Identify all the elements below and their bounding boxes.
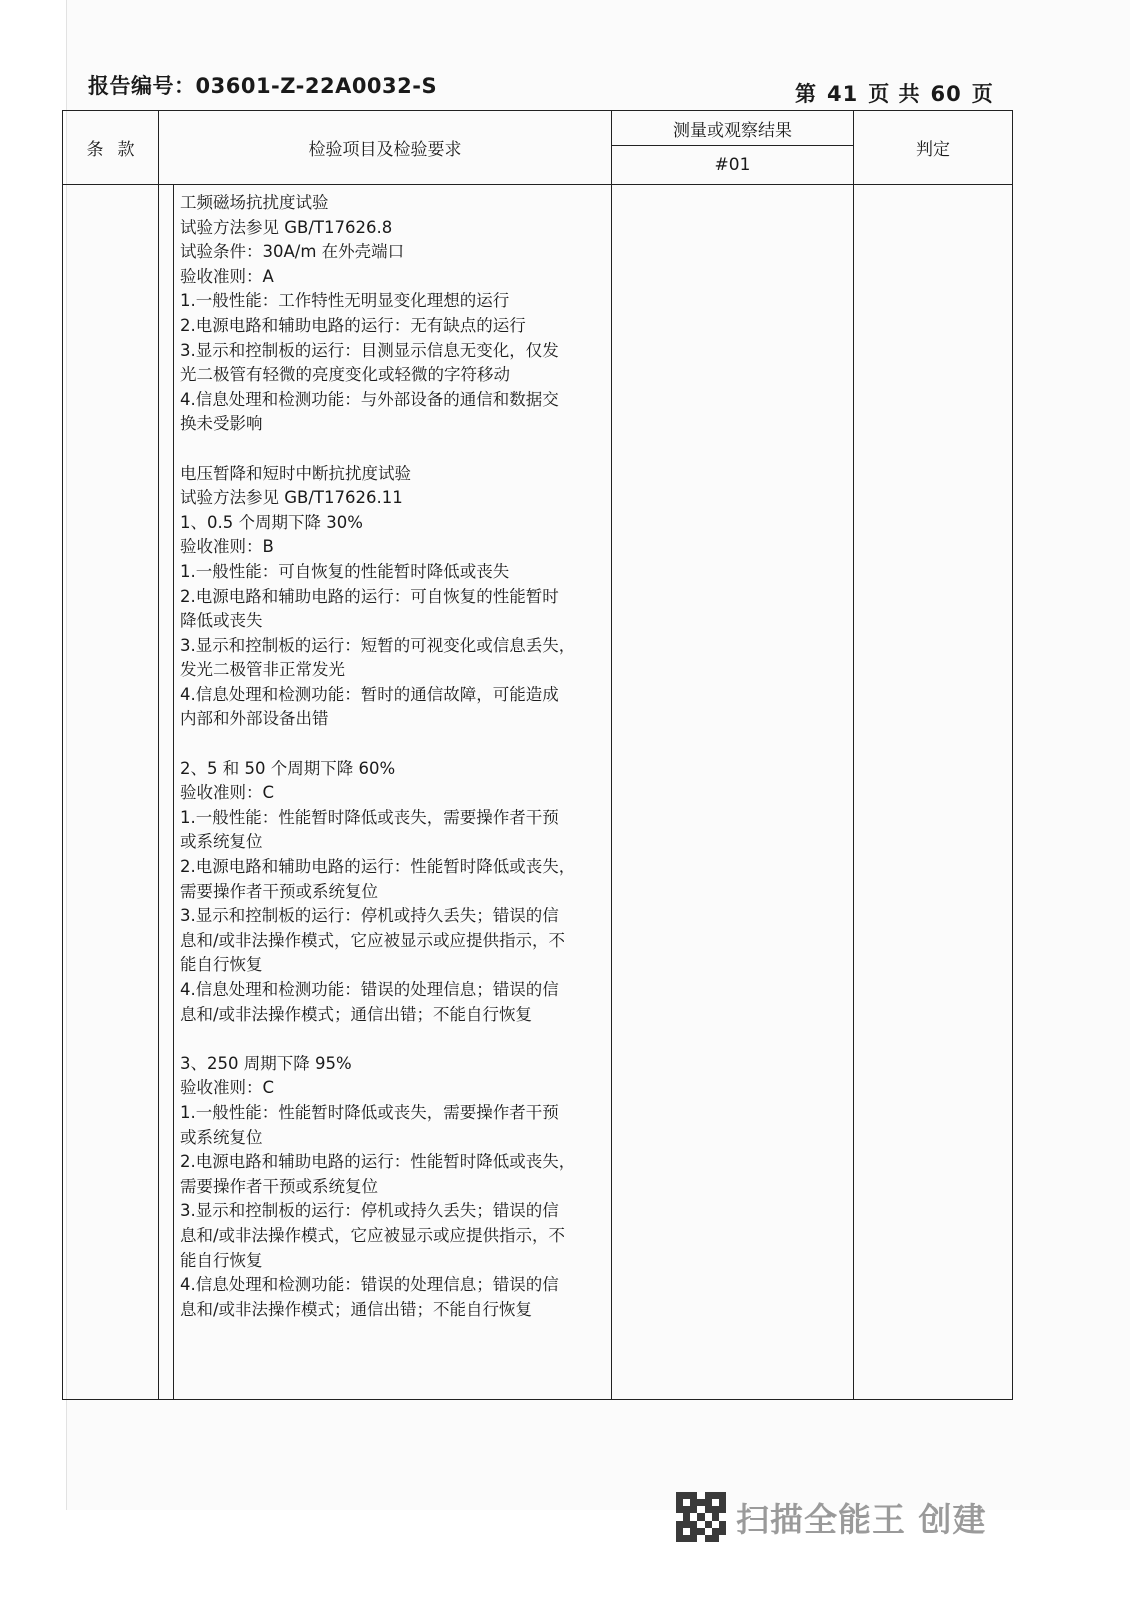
requirement-line: 发光二极管非正常发光 (180, 660, 345, 680)
requirement-line: 换未受影响 (180, 414, 263, 434)
requirement-line: 1.一般性能：工作特性无明显变化理想的运行 (180, 291, 510, 311)
requirement-line: 试验方法参见 GB/T17626.8 (180, 217, 393, 237)
requirement-line: 验收准则：B (180, 537, 274, 557)
section-gap (180, 732, 607, 757)
requirement-line: 息和/或非法操作模式，它应被显示或应提供指示，不 (180, 930, 566, 950)
requirement-section (180, 757, 607, 1028)
requirement-line: 息和/或非法操作模式，它应被显示或应提供指示，不 (180, 1225, 566, 1245)
requirement-line: 验收准则：C (180, 783, 275, 803)
requirement-line: 光二极管有轻微的亮度变化或轻微的字符移动 (180, 365, 510, 385)
column-header-sample: #01 (612, 146, 854, 185)
requirement-line: 工频磁场抗扰度试验 (180, 193, 329, 212)
column-header-judgement: 判定 (854, 111, 1013, 185)
requirement-line: 2、5 和 50 个周期下降 60% (180, 758, 396, 778)
items-content (173, 185, 611, 1399)
requirement-section (180, 1052, 607, 1323)
requirement-line: 验收准则：A (180, 266, 274, 286)
requirement-line: 1.一般性能：性能暂时降低或丧失，需要操作者干预 (180, 807, 559, 827)
column-header-clause: 条款 (63, 111, 159, 185)
page-indicator (790, 78, 999, 108)
column-header-result: 测量或观察结果 (612, 111, 854, 146)
requirement-line: 2.电源电路和辅助电路的运行：性能暂时降低或丧失， (180, 1152, 576, 1172)
requirement-line: 内部和外部设备出错 (180, 709, 329, 729)
requirement-line: 4.信息处理和检测功能：错误的处理信息；错误的信 (180, 1275, 559, 1295)
column-header-items: 检验项目及检验要求 (159, 111, 612, 185)
requirement-line: 2.电源电路和辅助电路的运行：性能暂时降低或丧失， (180, 857, 576, 877)
watermark-text: 扫描全能王 创建 (736, 1499, 987, 1539)
page-label-prefix: 第 (795, 82, 817, 106)
requirement-line: 电压暂降和短时中断抗扰度试验 (180, 463, 411, 483)
requirement-line: 需要操作者干预或系统复位 (180, 881, 378, 901)
requirement-line: 能自行恢复 (180, 1250, 263, 1270)
items-cell (159, 185, 612, 1400)
clause-cell (63, 185, 159, 1400)
requirement-line: 3.显示和控制板的运行：停机或持久丢失；错误的信 (180, 1201, 559, 1221)
qr-code-icon (676, 1492, 726, 1542)
requirement-line: 验收准则：C (180, 1078, 275, 1098)
section-gap (180, 1027, 607, 1052)
requirement-line: 4.信息处理和检测功能：与外部设备的通信和数据交 (180, 389, 559, 409)
requirement-line: 息和/或非法操作模式；通信出错；不能自行恢复 (180, 1299, 533, 1319)
result-cell (612, 185, 854, 1400)
requirement-line: 能自行恢复 (180, 955, 263, 975)
requirement-line: 3.显示和控制板的运行：短暂的可视变化或信息丢失， (180, 635, 576, 655)
requirement-line: 2.电源电路和辅助电路的运行：无有缺点的运行 (180, 315, 526, 335)
inspection-table (62, 110, 1013, 1400)
requirement-line: 2.电源电路和辅助电路的运行：可自恢复的性能暂时 (180, 586, 559, 606)
requirement-line: 4.信息处理和检测功能：暂时的通信故障，可能造成 (180, 684, 559, 704)
report-number: 报告编号：03601-Z-22A0032-S (88, 74, 438, 98)
requirement-line: 3.显示和控制板的运行：停机或持久丢失；错误的信 (180, 906, 559, 926)
page-total: 60 (930, 82, 962, 106)
scanner-watermark (676, 1492, 987, 1542)
requirement-line: 息和/或非法操作模式；通信出错；不能自行恢复 (180, 1004, 533, 1024)
requirement-line: 试验条件：30A/m 在外壳端口 (180, 242, 405, 262)
page-label-mid: 页 共 (868, 82, 921, 106)
table-row (63, 185, 1013, 1400)
requirement-line: 降低或丧失 (180, 611, 263, 631)
judgement-cell (854, 185, 1013, 1400)
requirement-line: 试验方法参见 GB/T17626.11 (180, 488, 403, 508)
requirement-line: 或系统复位 (180, 832, 263, 852)
requirement-line: 1.一般性能：可自恢复的性能暂时降低或丧失 (180, 561, 510, 581)
requirement-line: 1、0.5 个周期下降 30% (180, 512, 363, 532)
requirement-line: 需要操作者干预或系统复位 (180, 1176, 378, 1196)
requirement-line: 3.显示和控制板的运行：目测显示信息无变化，仅发 (180, 340, 559, 360)
section-gap (180, 437, 607, 462)
page-current: 41 (827, 82, 859, 106)
page-label-suffix: 页 (971, 82, 994, 106)
requirement-line: 3、250 周期下降 95% (180, 1053, 352, 1073)
requirement-line: 4.信息处理和检测功能：错误的处理信息；错误的信 (180, 980, 559, 999)
requirement-section (180, 191, 607, 437)
requirement-line: 1.一般性能：性能暂时降低或丧失，需要操作者干预 (180, 1102, 559, 1122)
requirement-section (180, 462, 607, 733)
requirement-line: 或系统复位 (180, 1127, 263, 1147)
